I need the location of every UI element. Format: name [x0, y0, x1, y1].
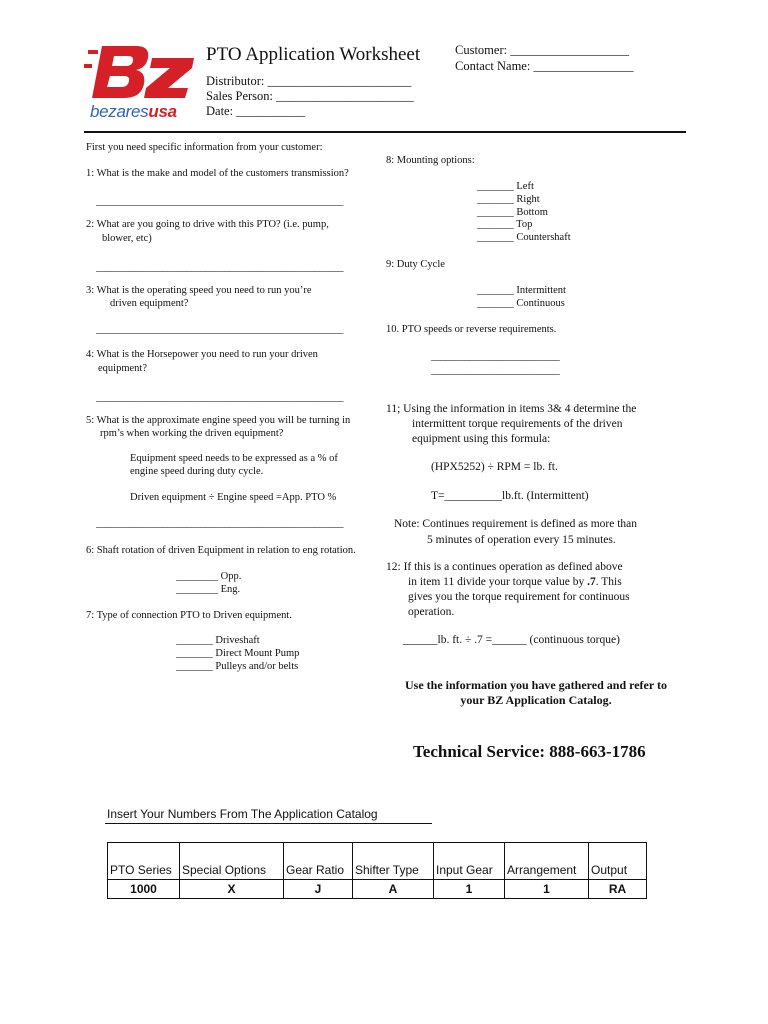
- q8-option-bottom[interactable]: _______ Bottom: [477, 207, 548, 218]
- entry-cell-arrangement[interactable]: [505, 843, 589, 862]
- q8-option-countershaft[interactable]: _______ Countershaft: [477, 232, 571, 243]
- question-1: 1: What is the make and model of the customers transmission?: [86, 168, 349, 179]
- answer-line-2[interactable]: ____________________________________________________: [96, 262, 343, 273]
- answer-line-5[interactable]: ____________________________________________________: [96, 518, 343, 529]
- entry-cell-special-options[interactable]: [180, 843, 284, 862]
- question-11-cont-1: intermittent torque requirements of the driven: [412, 418, 623, 430]
- value-shifter-type[interactable]: A: [353, 880, 434, 899]
- note-line-1: Note: Continues requirement is defined as more than: [394, 518, 638, 530]
- entry-cell-pto-series[interactable]: [108, 843, 180, 862]
- note-line-2: 5 minutes of operation every 15 minutes.: [427, 534, 616, 546]
- value-pto-series[interactable]: 1000: [108, 880, 180, 899]
- question-8: 8: Mounting options:: [386, 155, 475, 166]
- catalog-value-row: [108, 880, 647, 899]
- q12-divisor: .7: [587, 576, 596, 588]
- col-header-shifter-type: Shifter Type: [353, 861, 434, 880]
- col-header-pto-series: PTO Series: [108, 861, 180, 880]
- technical-service-phone: Technical Service: 888-663-1786: [413, 742, 646, 761]
- question-2: 2: What are you going to drive with this PTO? (i.e. pump,: [86, 219, 329, 230]
- catalog-heading: Insert Your Numbers From The Application Catalog: [107, 807, 378, 821]
- sales-person-field[interactable]: Sales Person: ______________________: [206, 89, 414, 103]
- col-header-gear-ratio: Gear Ratio: [284, 861, 353, 880]
- col-header-input-gear: Input Gear: [434, 861, 505, 880]
- intro-text: First you need specific information from your customer:: [86, 142, 323, 153]
- value-gear-ratio[interactable]: J: [284, 880, 353, 899]
- question-3-cont: driven equipment?: [110, 298, 189, 309]
- q10-answer-line-1[interactable]: ___________________________: [431, 351, 560, 362]
- question-10: 10. PTO speeds or reverse requirements.: [386, 324, 557, 335]
- q5-note-line-2: engine speed during duty cycle.: [130, 466, 264, 477]
- question-11-cont-2: equipment using this formula:: [412, 433, 551, 445]
- q7-option-direct-mount[interactable]: _______ Direct Mount Pump: [176, 648, 300, 659]
- value-special-options[interactable]: X: [180, 880, 284, 899]
- bz-logo: [84, 40, 202, 124]
- q12-text-after: . This: [595, 576, 622, 588]
- torque-intermittent-field[interactable]: T=__________lb.ft. (Intermittent): [431, 490, 589, 502]
- question-2-cont: blower, etc): [102, 233, 152, 244]
- col-header-special-options: Special Options: [180, 861, 284, 880]
- value-output[interactable]: RA: [589, 880, 647, 899]
- question-3: 3: What is the operating speed you need to run you’re: [86, 285, 312, 296]
- catalog-instruction-2: your BZ Application Catalog.: [460, 693, 612, 707]
- q9-option-intermittent[interactable]: _______ Intermittent: [477, 285, 566, 296]
- bz-logo-mark: [84, 40, 202, 106]
- customer-field[interactable]: Customer: ___________________: [455, 43, 629, 57]
- catalog-heading-underline: [105, 823, 432, 824]
- catalog-instruction-1: Use the information you have gathered and refer to: [405, 678, 667, 692]
- catalog-table: [107, 842, 647, 899]
- question-12-cont-1: [408, 576, 622, 588]
- header-divider: [84, 131, 686, 133]
- catalog-entry-row: [108, 843, 647, 862]
- entry-cell-gear-ratio[interactable]: [284, 843, 353, 862]
- q5-formula: Driven equipment ÷ Engine speed =App. PTO %: [130, 492, 337, 503]
- q9-option-continuous[interactable]: _______ Continuous: [477, 298, 565, 309]
- value-input-gear[interactable]: 1: [434, 880, 505, 899]
- question-4-cont: equipment?: [98, 363, 147, 374]
- question-5: 5: What is the approximate engine speed you will be turning in: [86, 415, 351, 426]
- logo-word-bezares: bezares: [90, 102, 149, 121]
- q8-option-left[interactable]: _______ Left: [477, 181, 534, 192]
- catalog-header-row: [108, 861, 647, 880]
- question-12: 12: If this is a continues operation as defined above: [386, 561, 623, 573]
- torque-formula: (HPX5252) ÷ RPM = lb. ft.: [431, 461, 558, 473]
- value-arrangement[interactable]: 1: [505, 880, 589, 899]
- answer-line-3[interactable]: ____________________________________________________: [96, 324, 343, 335]
- continuous-torque-formula[interactable]: ______lb. ft. ÷ .7 =______ (continuous torque): [403, 634, 620, 646]
- entry-cell-input-gear[interactable]: [434, 843, 505, 862]
- question-5-cont: rpm’s when working the driven equipment?: [100, 428, 284, 439]
- answer-line-1[interactable]: ____________________________________________________: [96, 196, 343, 207]
- q12-text-before: in item 11 divide your torque value by: [408, 576, 588, 588]
- question-11: 11; Using the information in items 3& 4 determine the: [386, 403, 637, 415]
- distributor-field[interactable]: Distributor: _______________________: [206, 74, 412, 88]
- q7-option-driveshaft[interactable]: _______ Driveshaft: [176, 635, 260, 646]
- q8-option-top[interactable]: _______ Top: [477, 219, 533, 230]
- q6-option-eng[interactable]: ________ Eng.: [176, 584, 241, 595]
- q8-option-right[interactable]: _______ Right: [477, 194, 540, 205]
- entry-cell-shifter-type[interactable]: [353, 843, 434, 862]
- question-7: 7: Type of connection PTO to Driven equipment.: [86, 610, 292, 621]
- q5-note-line-1: Equipment speed needs to be expressed as a % of: [130, 453, 338, 464]
- q7-option-pulleys[interactable]: _______ Pulleys and/or belts: [176, 661, 299, 672]
- logo-wordmark: [90, 102, 177, 122]
- col-header-arrangement: Arrangement: [505, 861, 589, 880]
- question-12-cont-2: gives you the torque requirement for continuous: [408, 591, 630, 603]
- page-title: PTO Application Worksheet: [206, 44, 421, 65]
- logo-word-usa: usa: [148, 102, 177, 121]
- contact-name-field[interactable]: Contact Name: ________________: [455, 59, 634, 73]
- answer-line-4[interactable]: ____________________________________________________: [96, 392, 343, 403]
- q10-answer-line-2[interactable]: ___________________________: [431, 365, 560, 376]
- question-4: 4: What is the Horsepower you need to run your driven: [86, 349, 318, 360]
- date-field[interactable]: Date: ___________: [206, 104, 305, 118]
- question-6: 6: Shaft rotation of driven Equipment in relation to eng rotation.: [86, 545, 356, 556]
- col-header-output: Output: [589, 861, 647, 880]
- q6-option-opp[interactable]: ________ Opp.: [176, 571, 242, 582]
- question-12-cont-3: operation.: [408, 606, 455, 618]
- entry-cell-output[interactable]: [589, 843, 647, 862]
- question-9: 9: Duty Cycle: [386, 259, 445, 270]
